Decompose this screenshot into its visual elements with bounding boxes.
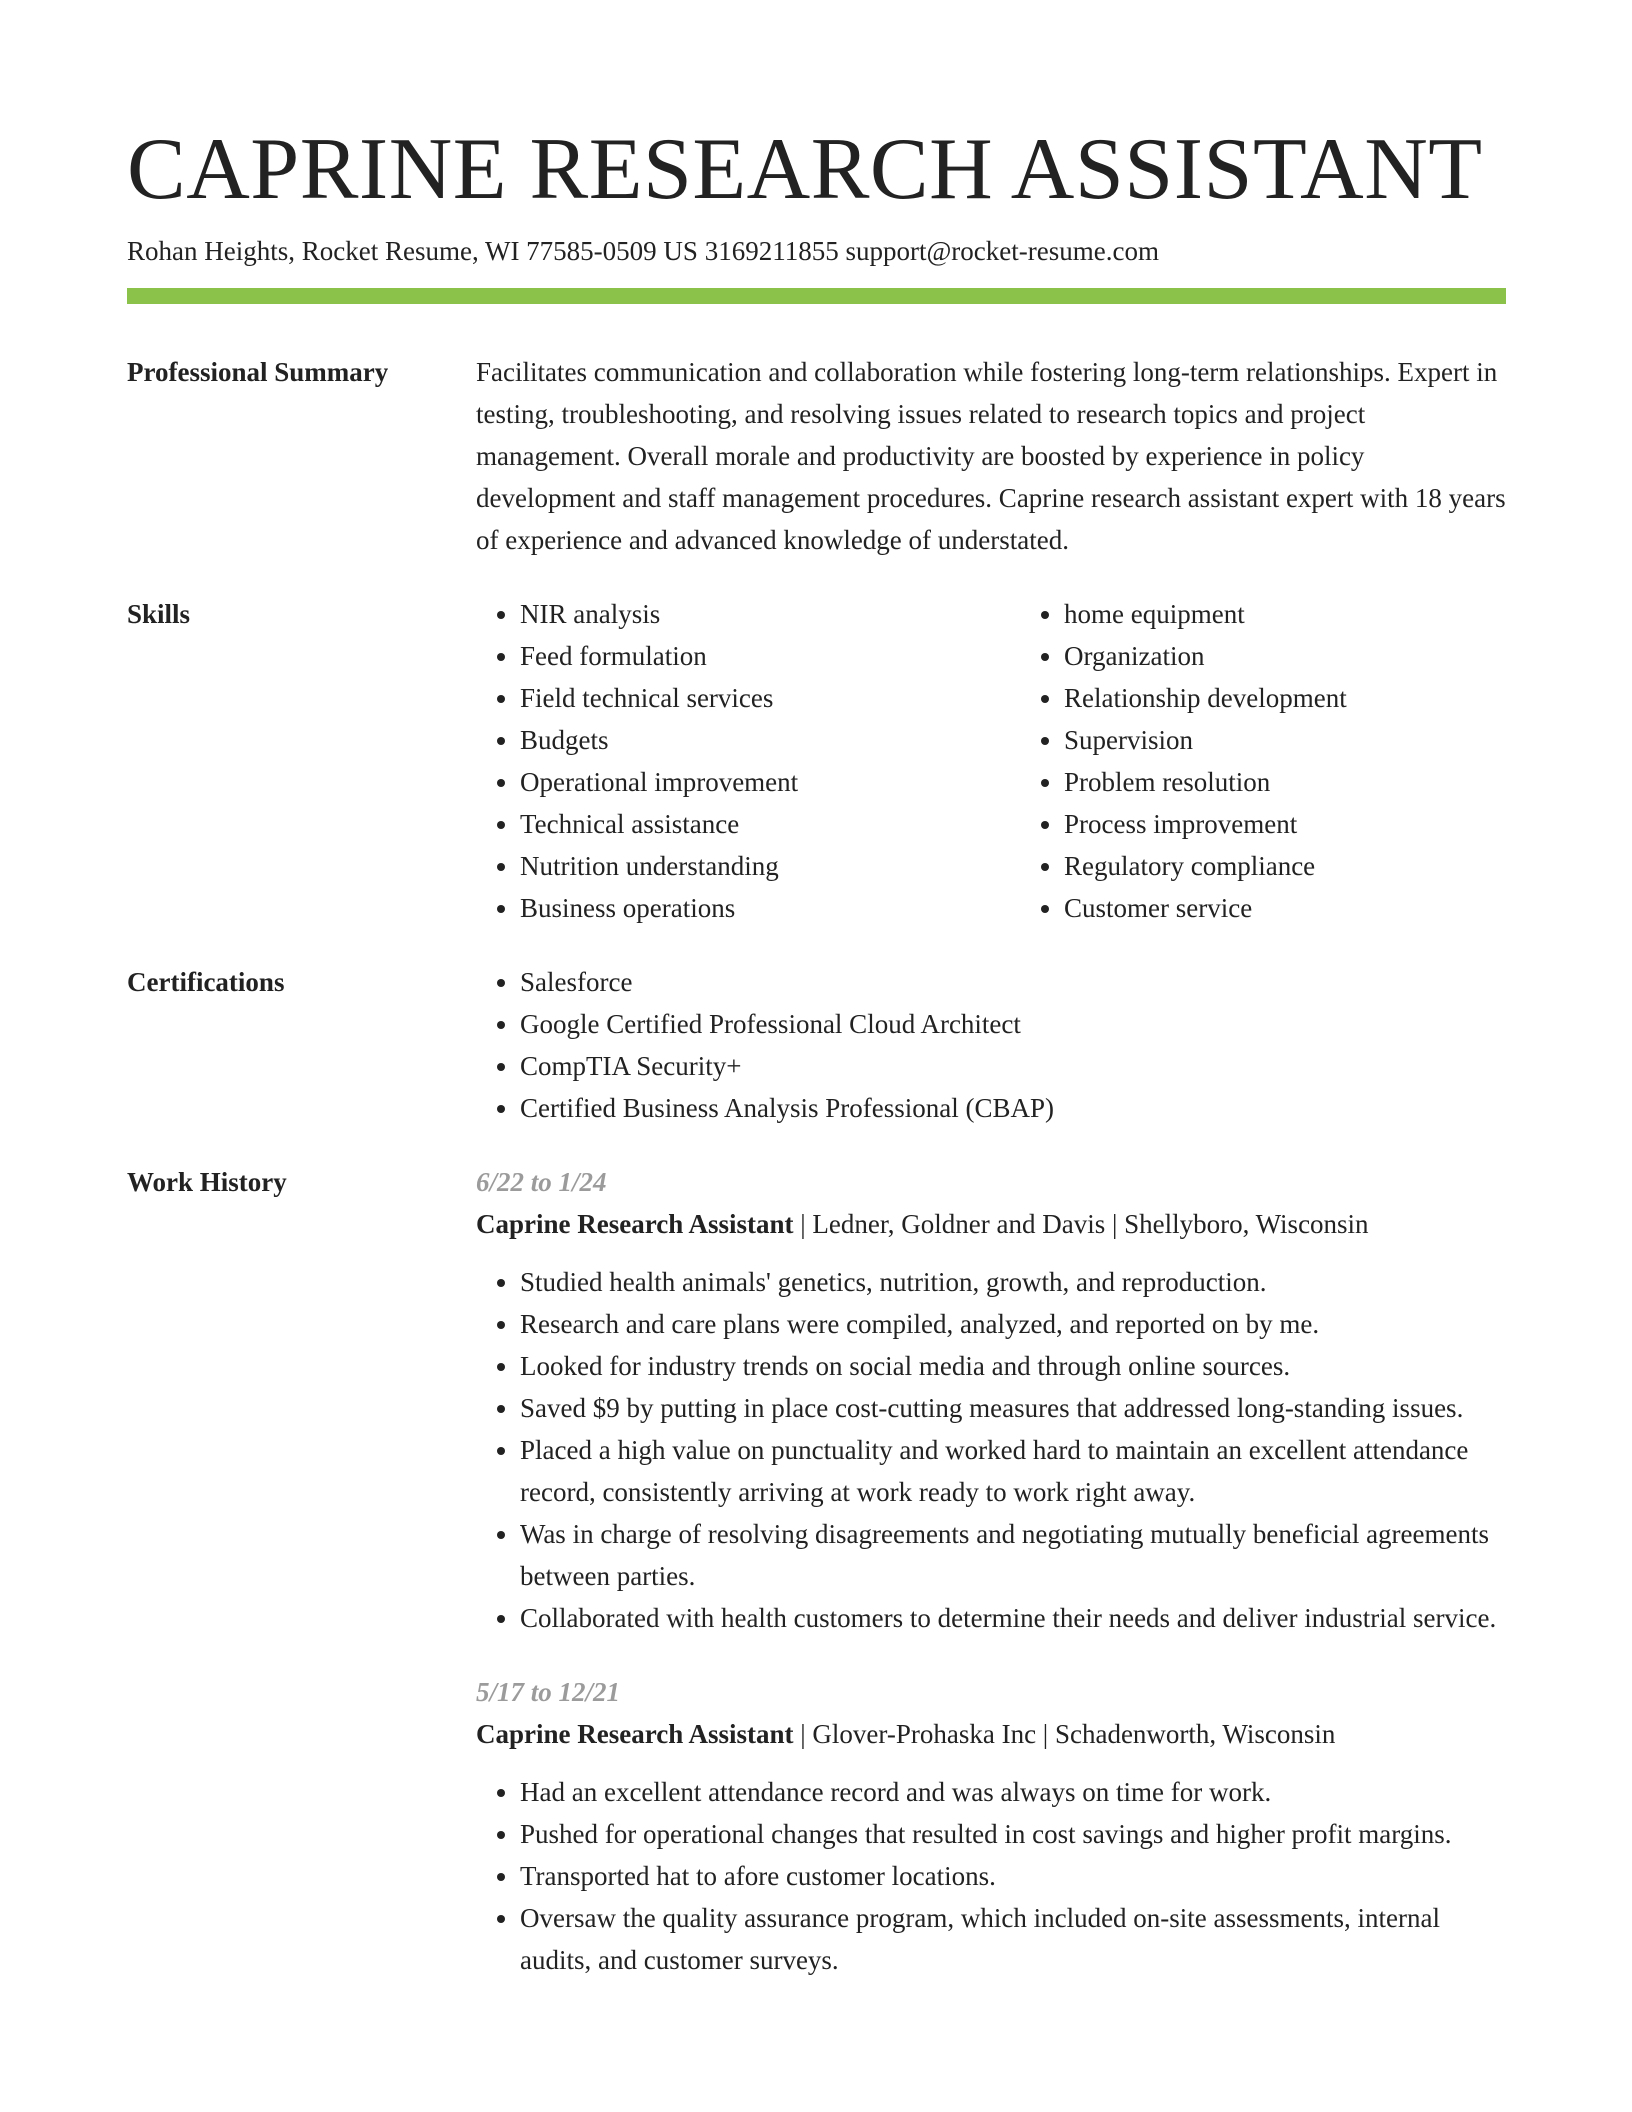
work-history-body — [476, 1161, 1506, 2013]
skill-item: • Field technical services — [520, 677, 1020, 719]
skill-item: • Operational improvement — [520, 761, 1020, 803]
job-duty-item: • Was in charge of resolving disagreements and negotiating mutually beneficial agreements between parties. — [520, 1513, 1506, 1597]
skill-item: • Nutrition understanding — [520, 845, 1020, 887]
job-duty-item: • Oversaw the quality assurance program, which included on-site assessments, internal audits, and customer surveys. — [520, 1897, 1506, 1981]
work-history-heading: Work History — [127, 1167, 287, 1197]
summary-heading: Professional Summary — [127, 357, 389, 387]
certifications-section — [127, 961, 1506, 1129]
skill-item: • Budgets — [520, 719, 1020, 761]
job-duty-item: • Pushed for operational changes that resulted in cost savings and higher profit margins. — [520, 1813, 1506, 1855]
job-entry — [476, 1671, 1506, 1981]
job-duty-item: • Studied health animals' genetics, nutrition, growth, and reproduction. — [520, 1261, 1506, 1303]
skill-item: • Technical assistance — [520, 803, 1020, 845]
certifications-heading: Certifications — [127, 967, 285, 997]
job-duty-item: • Looked for industry trends on social media and through online sources. — [520, 1345, 1506, 1387]
job-duty-item: • Collaborated with health customers to determine their needs and deliver industrial service. — [520, 1597, 1506, 1639]
skill-item: • Customer service — [1064, 887, 1564, 929]
skill-item: • Relationship development — [1064, 677, 1564, 719]
job-title: Caprine Research Assistant — [476, 1209, 794, 1239]
job-title-line — [476, 1203, 1506, 1245]
job-dates: 5/17 to 12/21 — [476, 1677, 621, 1707]
job-duties-list — [476, 1261, 1506, 1639]
job-duty-item: • Placed a high value on punctuality and worked hard to maintain an excellent attendance record, consistently arriving at work ready to work right away. — [520, 1429, 1506, 1513]
skills-columns — [476, 593, 1564, 929]
skill-item: • Business operations — [520, 887, 1020, 929]
resume-title: CAPRINE RESEARCH ASSISTANT — [127, 121, 1483, 218]
skills-section — [127, 593, 1506, 929]
job-employer-location: | Ledner, Goldner and Davis | Shellyboro, Wisconsin — [793, 1209, 1369, 1239]
skill-item: • Feed formulation — [520, 635, 1020, 677]
skill-item: • Process improvement — [1064, 803, 1564, 845]
certification-item: • CompTIA Security+ — [520, 1045, 1506, 1087]
job-dates: 6/22 to 1/24 — [476, 1167, 607, 1197]
contact-line: Rohan Heights, Rocket Resume, WI 77585-0509 US 3169211855 support@rocket-resume.com — [127, 236, 1159, 266]
job-duty-item: • Transported hat to afore customer locations. — [520, 1855, 1506, 1897]
skills-column-1 — [476, 593, 1020, 929]
certification-item: • Google Certified Professional Cloud Architect — [520, 1003, 1506, 1045]
job-duty-item: • Saved $9 by putting in place cost-cutting measures that addressed long-standing issues. — [520, 1387, 1506, 1429]
job-duties-list — [476, 1771, 1506, 1981]
certification-item: • Salesforce — [520, 961, 1506, 1003]
skills-heading: Skills — [127, 599, 191, 629]
skill-item: • Regulatory compliance — [1064, 845, 1564, 887]
job-title: Caprine Research Assistant — [476, 1719, 794, 1749]
job-entry — [476, 1161, 1506, 1639]
job-title-line — [476, 1713, 1506, 1755]
job-employer-location: | Glover-Prohaska Inc | Schadenworth, Wisconsin — [793, 1719, 1336, 1749]
work-history-section — [127, 1161, 1506, 2013]
certifications-body — [476, 961, 1506, 1129]
skills-column-2 — [1020, 593, 1564, 929]
header-divider — [127, 288, 1506, 304]
summary-section — [127, 351, 1506, 561]
skill-item: • Organization — [1064, 635, 1564, 677]
skill-item: • Supervision — [1064, 719, 1564, 761]
skill-item: • home equipment — [1064, 593, 1564, 635]
certifications-list — [476, 961, 1506, 1129]
skill-item: • NIR analysis — [520, 593, 1020, 635]
skill-item: • Problem resolution — [1064, 761, 1564, 803]
job-duty-item: • Had an excellent attendance record and was always on time for work. — [520, 1771, 1506, 1813]
job-duty-item: • Research and care plans were compiled, analyzed, and reported on by me. — [520, 1303, 1506, 1345]
summary-text: Facilitates communication and collaboration while fostering long-term relationships. Expert in testing, troubleshooting, and resolving issues related to research topics and project management. Overall morale and productivity are boosted by experience in policy development and staff management procedures. Caprine research assistant expert with 18 years of experience and advanced knowledge of understated. — [476, 357, 1506, 555]
certification-item: • Certified Business Analysis Professional (CBAP) — [520, 1087, 1506, 1129]
